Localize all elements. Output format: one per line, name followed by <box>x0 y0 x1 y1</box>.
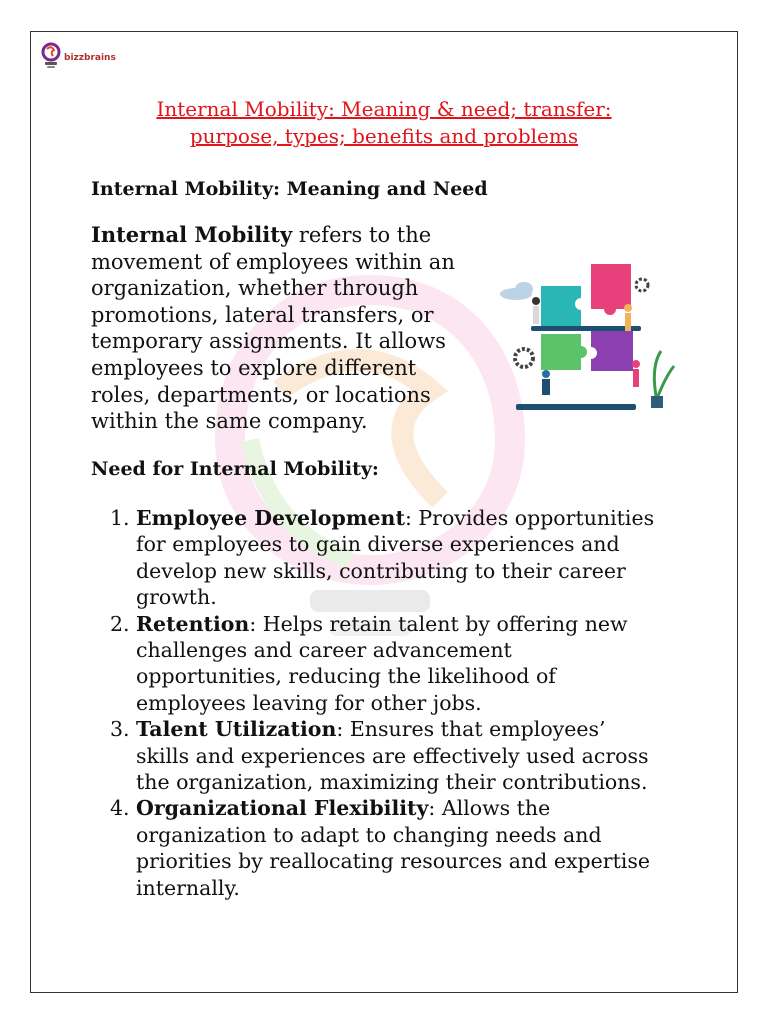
page-title <box>60 96 708 150</box>
list-item <box>110 795 690 901</box>
list-text: : Provides opportunities <box>404 506 655 530</box>
intro-paragraph <box>91 222 481 435</box>
intro-term: Internal Mobility <box>91 222 293 247</box>
intro-line: organization, whether through <box>91 276 419 301</box>
list-text: challenges and career advancement <box>136 638 512 663</box>
list-text: opportunities, reducing the likelihood of <box>136 664 556 689</box>
bizzbrains-logo-icon <box>40 41 62 71</box>
intro-line: within the same company. <box>91 409 368 434</box>
list-number: 4. <box>110 796 130 821</box>
list-term: Talent Utilization <box>136 717 337 742</box>
list-item <box>110 505 690 611</box>
list-text: : Helps retain talent by offering new <box>249 611 628 636</box>
list-item <box>110 716 690 795</box>
list-term: Employee Development <box>136 506 405 530</box>
list-text: internally. <box>136 875 240 900</box>
intro-line: movement of employees within an <box>91 249 455 274</box>
list-text: : Allows the <box>428 796 551 821</box>
list-text: skills and experiences are effectively used across <box>136 743 649 768</box>
brand-name: bizzbrains <box>64 53 116 63</box>
list-text: organization to adapt to changing needs and <box>136 822 602 847</box>
list-text: employees leaving for other jobs. <box>136 690 482 715</box>
list-text: develop new skills, contributing to their career <box>136 558 626 583</box>
intro-line: promotions, lateral transfers, or <box>91 302 434 327</box>
section-heading-need: Need for Internal Mobility: <box>91 458 379 480</box>
intro-line: temporary assignments. It allows <box>91 329 446 354</box>
list-term: Organizational Flexibility <box>136 796 429 821</box>
section-heading-meaning: Internal Mobility: Meaning and Need <box>91 178 488 200</box>
list-text: : Ensures that employees’ <box>336 717 606 742</box>
brand-logo <box>40 41 116 71</box>
intro-line: employees to explore different <box>91 355 417 380</box>
list-number: 2. <box>110 611 130 636</box>
intro-line: roles, departments, or locations <box>91 382 431 407</box>
list-text: priorities by reallocating resources and expertise <box>136 849 651 874</box>
intro-line: refers to the <box>298 223 432 247</box>
puzzle-teamwork-illustration <box>496 256 676 421</box>
need-list <box>110 505 690 901</box>
list-number: 3. <box>110 717 130 742</box>
list-text: the organization, maximizing their contributions. <box>136 770 648 795</box>
title-line-2: purpose, types; benefits and problems <box>189 124 579 148</box>
list-text: growth. <box>136 585 217 610</box>
title-line-1: Internal Mobility: Meaning & need; transfer: <box>156 97 612 121</box>
list-term: Retention <box>136 611 250 636</box>
list-number: 1. <box>110 506 130 530</box>
list-item <box>110 611 690 717</box>
list-text: for employees to gain diverse experiences and <box>136 532 620 557</box>
